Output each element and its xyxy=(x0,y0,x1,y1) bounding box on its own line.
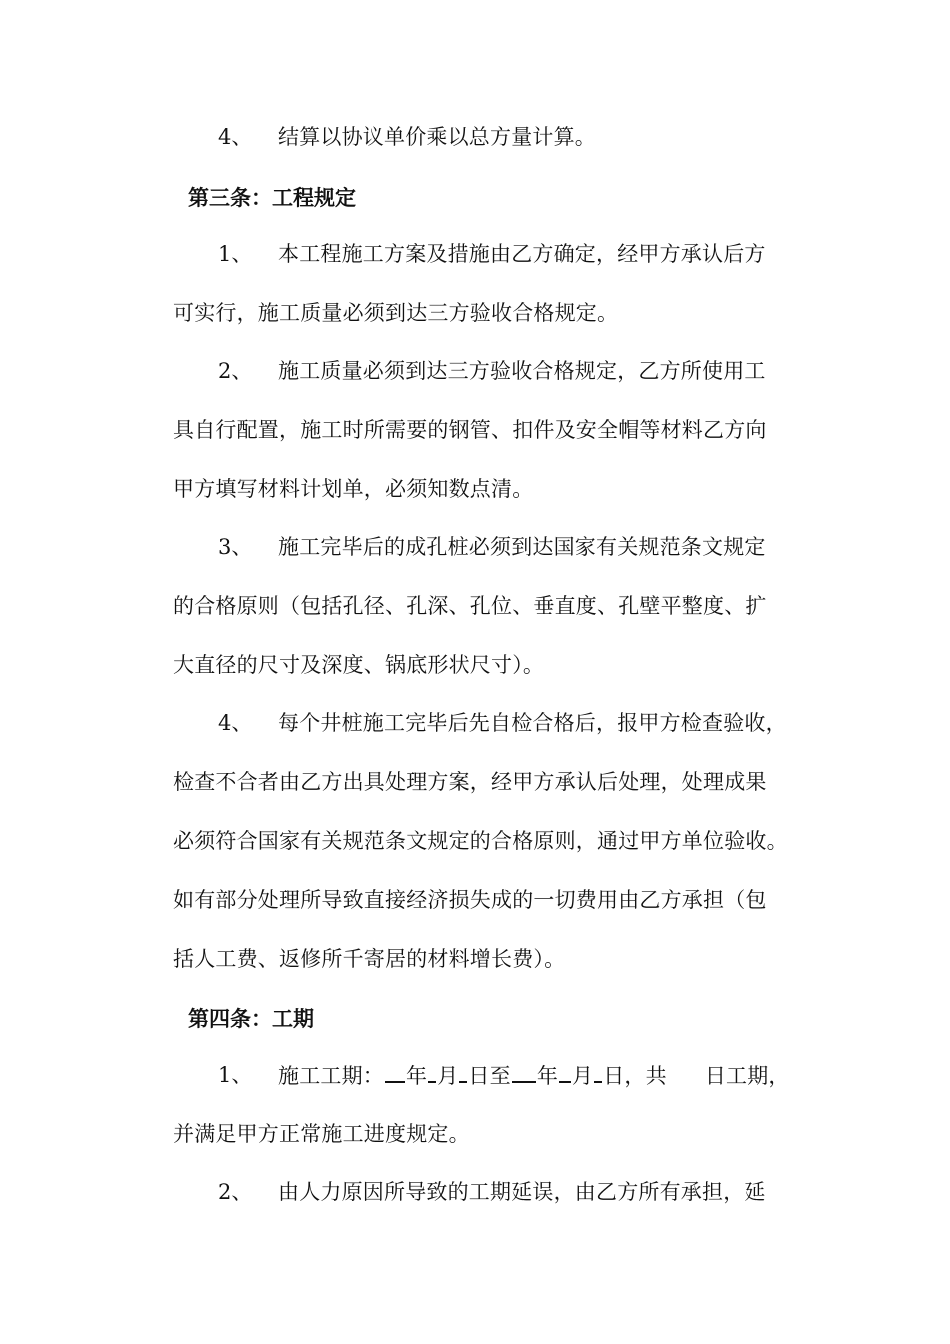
work-period-line xyxy=(278,1061,790,1090)
paragraph-line: 大直径的尺寸及深度、锅底形状尺寸）。 xyxy=(173,653,545,677)
month-label: 月 xyxy=(437,1064,459,1088)
section-heading-4: 第四条：工期 xyxy=(188,1006,314,1031)
paragraph-line: 具自行配置，施工时所需要的钢管、扣件及安全帽等材料乙方向 xyxy=(173,418,767,442)
paragraph-line: 甲方填写材料计划单，必须知数点清。 xyxy=(173,477,534,501)
item-text: 本工程施工方案及措施由乙方确定，经甲方承认后方 xyxy=(278,242,766,266)
blank-year-end[interactable] xyxy=(512,1061,536,1083)
paragraph-line: 并满足甲方正常施工进度规定。 xyxy=(173,1122,470,1146)
paragraph-line: 可实行，施工质量必须到达三方验收合格规定。 xyxy=(173,301,619,325)
blank-month-start[interactable] xyxy=(428,1061,436,1083)
paragraph-line: 如有部分处理所导致直接经济损失成的一切费用由乙方承担（包 xyxy=(173,888,767,912)
day-to-label: 日至 xyxy=(468,1064,511,1088)
year-label: 年 xyxy=(536,1064,559,1088)
paragraph-line: 的合格原则（包括孔径、孔深、孔位、垂直度、孔壁平整度、扩 xyxy=(173,594,767,618)
item-number: 4、 xyxy=(218,125,253,149)
section-heading-3: 第三条：工程规定 xyxy=(188,185,356,210)
item-number: 2、 xyxy=(218,1180,253,1204)
blank-day-end[interactable] xyxy=(594,1061,602,1083)
paragraph-line: 括人工费、返修所千寄居的材料增长费）。 xyxy=(173,947,566,971)
work-period-prefix: 施工工期： xyxy=(278,1064,384,1088)
days-label: 日工期， xyxy=(704,1064,790,1088)
blank-year-start[interactable] xyxy=(385,1061,405,1083)
item-number: 1、 xyxy=(218,1063,253,1087)
month-label: 月 xyxy=(572,1064,594,1088)
day-total-label: 日，共 xyxy=(603,1064,667,1088)
paragraph-line: 必须符合国家有关规范条文规定的合格原则，通过甲方单位验收。 xyxy=(173,829,788,853)
item-text: 施工质量必须到达三方验收合格规定，乙方所使用工 xyxy=(278,359,766,383)
item-text: 结算以协议单价乘以总方量计算。 xyxy=(278,125,596,149)
item-number: 4、 xyxy=(218,711,253,735)
item-number: 3、 xyxy=(218,535,253,559)
item-text: 由人力原因所导致的工期延误，由乙方所有承担，延 xyxy=(278,1180,766,1204)
blank-day-start[interactable] xyxy=(459,1061,467,1083)
paragraph-line: 检查不合者由乙方出具处理方案，经甲方承认后处理，处理成果 xyxy=(173,770,767,794)
item-number: 2、 xyxy=(218,359,253,383)
blank-month-end[interactable] xyxy=(559,1061,571,1083)
item-number: 1、 xyxy=(218,242,253,266)
item-text: 每个井桩施工完毕后先自检合格后，报甲方检查验收， xyxy=(278,711,787,735)
item-text: 施工完毕后的成孔桩必须到达国家有关规范条文规定 xyxy=(278,535,766,559)
year-label: 年 xyxy=(406,1064,428,1088)
